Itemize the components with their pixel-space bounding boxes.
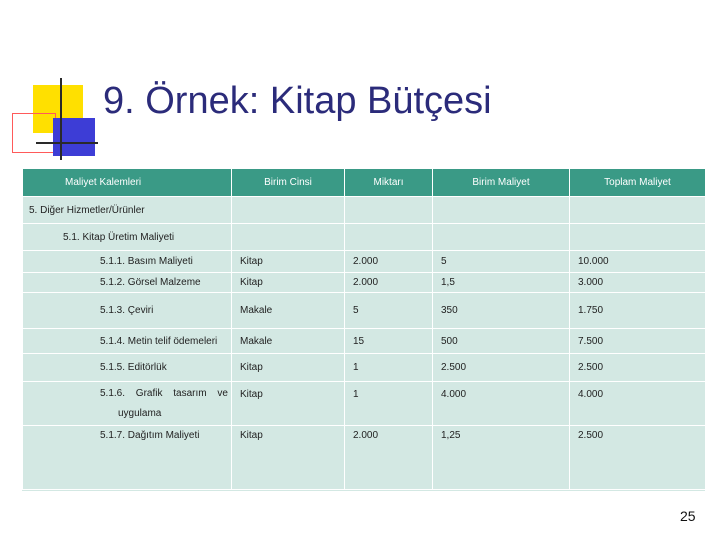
row-qty: 1 <box>345 354 433 382</box>
decor-horizontal-line <box>36 142 98 144</box>
table-row <box>23 273 706 293</box>
row-qty: 5 <box>345 293 433 329</box>
row-item: 5.1.7. Dağıtım Maliyeti <box>23 426 232 490</box>
row-unit-cost: 4.000 <box>433 382 570 426</box>
section-row <box>23 197 706 224</box>
table-header-row <box>23 169 706 197</box>
row-unit: Makale <box>232 329 345 354</box>
row-unit-cost: 500 <box>433 329 570 354</box>
row-qty: 2.000 <box>345 251 433 273</box>
row-unit: Kitap <box>232 426 345 490</box>
row-item: 5.1.6. Grafik tasarım ve <box>100 388 228 399</box>
row-qty: 2.000 <box>345 426 433 490</box>
subsection-row <box>23 224 706 251</box>
section-label: 5. Diğer Hizmetler/Ürünler <box>23 197 232 224</box>
row-unit: Kitap <box>232 273 345 293</box>
header-cost-items: Maliyet Kalemleri <box>23 169 232 197</box>
table-row <box>23 426 706 490</box>
row-total: 2.500 <box>570 426 706 490</box>
row-unit: Makale <box>232 293 345 329</box>
row-item: 5.1.2. Görsel Malzeme <box>23 273 232 293</box>
row-total: 7.500 <box>570 329 706 354</box>
row-total: 1.750 <box>570 293 706 329</box>
table-row <box>23 251 706 273</box>
row-qty: 15 <box>345 329 433 354</box>
table-row <box>23 382 706 426</box>
slide-title: 9. Örnek: Kitap Bütçesi <box>103 80 492 122</box>
row-unit-cost: 2.500 <box>433 354 570 382</box>
table-row <box>23 329 706 354</box>
row-item: 5.1.4. Metin telif ödemeleri <box>23 329 232 354</box>
row-item-continuation: uygulama <box>118 408 162 419</box>
row-item-multiline <box>23 382 232 426</box>
row-unit: Kitap <box>232 354 345 382</box>
table-row <box>23 293 706 329</box>
header-quantity: Miktarı <box>345 169 433 197</box>
row-item: 5.1.1. Basım Maliyeti <box>23 251 232 273</box>
row-total: 2.500 <box>570 354 706 382</box>
row-total: 4.000 <box>570 382 706 426</box>
row-item: 5.1.5. Editörlük <box>23 354 232 382</box>
row-unit: Kitap <box>232 251 345 273</box>
budget-table <box>22 168 705 491</box>
header-unit-type: Birim Cinsi <box>232 169 345 197</box>
decor-vertical-line <box>60 78 62 160</box>
row-total: 3.000 <box>570 273 706 293</box>
row-total: 10.000 <box>570 251 706 273</box>
row-unit-cost: 5 <box>433 251 570 273</box>
header-unit-cost: Birim Maliyet <box>433 169 570 197</box>
row-item: 5.1.3. Çeviri <box>23 293 232 329</box>
row-unit-cost: 1,25 <box>433 426 570 490</box>
table-row <box>23 354 706 382</box>
decor-red-outline-square <box>12 113 56 153</box>
row-unit-cost: 350 <box>433 293 570 329</box>
page-number: 25 <box>680 508 696 524</box>
row-qty: 2.000 <box>345 273 433 293</box>
row-qty: 1 <box>345 382 433 426</box>
header-total-cost: Toplam Maliyet <box>570 169 706 197</box>
subsection-label: 5.1. Kitap Üretim Maliyeti <box>23 224 232 251</box>
row-unit-cost: 1,5 <box>433 273 570 293</box>
row-unit: Kitap <box>232 382 345 426</box>
